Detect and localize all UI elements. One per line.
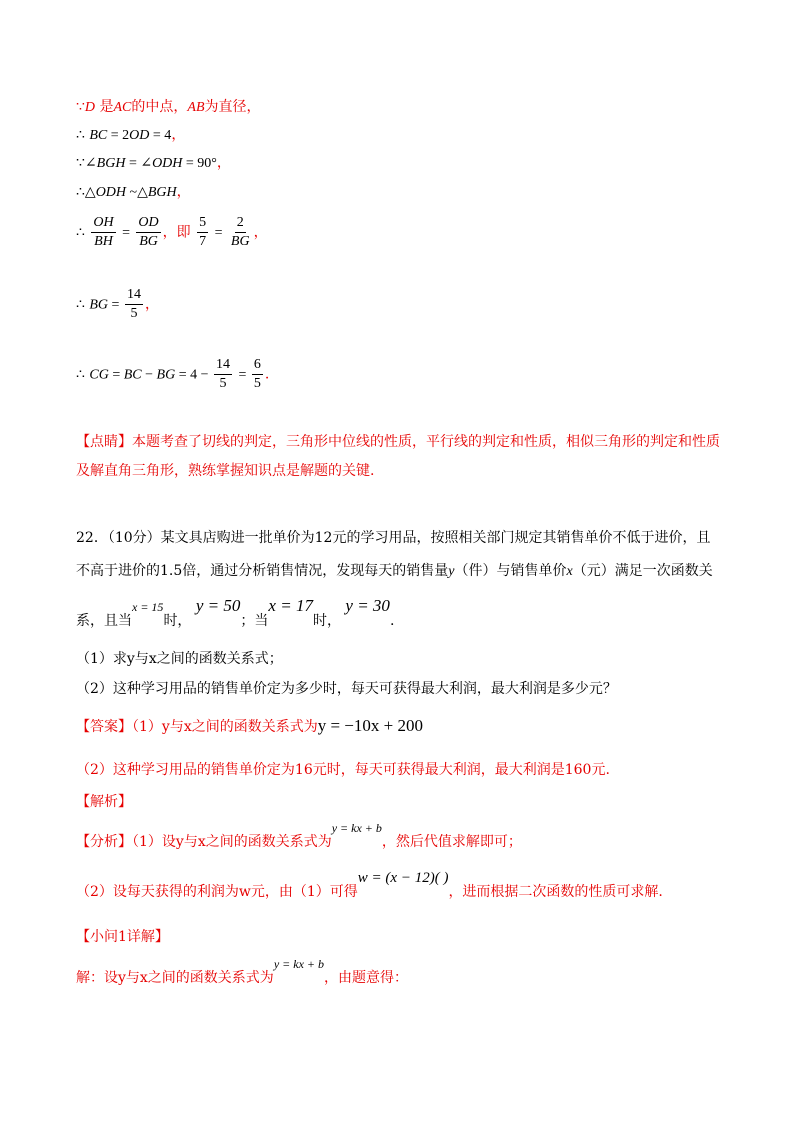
fraction-6-5: $\frac{6}{5}$ [253,357,261,391]
analysis-line-1: 【分析】（1）设y与x之间的函数关系式为y = kx + b，然后代值求解即可； [76,821,522,850]
step-4: ∴△ODH ~△BGH， [76,184,191,200]
solution-line-1: 解：设y与x之间的函数关系式为y = kx + b，由题意得： [76,957,408,986]
answer-line-2: （2）这种学习用品的销售单价定为16元时，每天可获得最大利润，最大利润是160元. [76,762,610,778]
step-1: ∵D 是AC的中点，AB为直径， [76,99,261,115]
fraction-14-5b: $\frac{14}{5}$ [216,357,230,391]
answer-line-1: 【答案】（1）y与x之间的函数关系式为y = −10x + 200 [76,716,423,735]
analysis-line-2: （2）设每天获得的利润为w元，由（1）可得w = (x − 12)( )，进而根据二次函数的性质可求解. [76,870,663,900]
question-22: 22．（10分）某文具店购进一批单价为12元的学习用品，按照相关部门规定其销售单价不低于进价，且 不高于进价的1.5倍，通过分析销售情况，发现每天的销售量y（件）与销售单价x（元）满足一次函数关 系，且当x = 15时， y = 50；当x = 17时， y = 30. [76,530,713,629]
fraction-2-bg: $\frac{2}{BG}$ [230,215,250,249]
analysis-tag: 【解析】 [76,794,132,810]
comment-tag: 【点睛】 [76,434,132,450]
step-2: ∴ BC = 2OD = 4， [76,127,186,143]
step-7: ∴ CG = BC − BG = 4 − $\frac{14}{5}$ = $\frac{6}{5}$ . [76,357,270,391]
fraction-oh-bh: $\frac{OH}{BH}$ [93,215,114,249]
fraction-5-7: $\frac{5}{7}$ [199,215,207,249]
question-22-part-1: （1）求y与x之间的函数关系式； [76,651,283,667]
comment-block: 【点睛】本题考查了切线的判定，三角形中位线的性质，平行线的判定和性质，相似三角形的判定和性质 及解直角三角形，熟练掌握知识点是解题的关键. [76,434,720,479]
step-3: ∵∠BGH = ∠ODH = 90°， [76,155,231,171]
answer-tag: 【答案】 [76,719,132,735]
step-5: ∴ $\frac{OH}{BH}$ = $\frac{OD}{BG}$ ，即 $\frac{5}{7}$ = $\frac{2}{BG}$ ， [76,215,268,249]
question-22-part-2: （2）这种学习用品的销售单价定为多少时，每天可获得最大利润，最大利润是多少元？ [76,681,617,697]
detail-tag: 【小问1详解】 [76,929,169,945]
step-6: ∴ BG = $\frac{14}{5}$ ， [76,287,159,321]
fraction-od-bg: $\frac{OD}{BG}$ [138,215,159,249]
fraction-14-5: $\frac{14}{5}$ [126,287,141,321]
